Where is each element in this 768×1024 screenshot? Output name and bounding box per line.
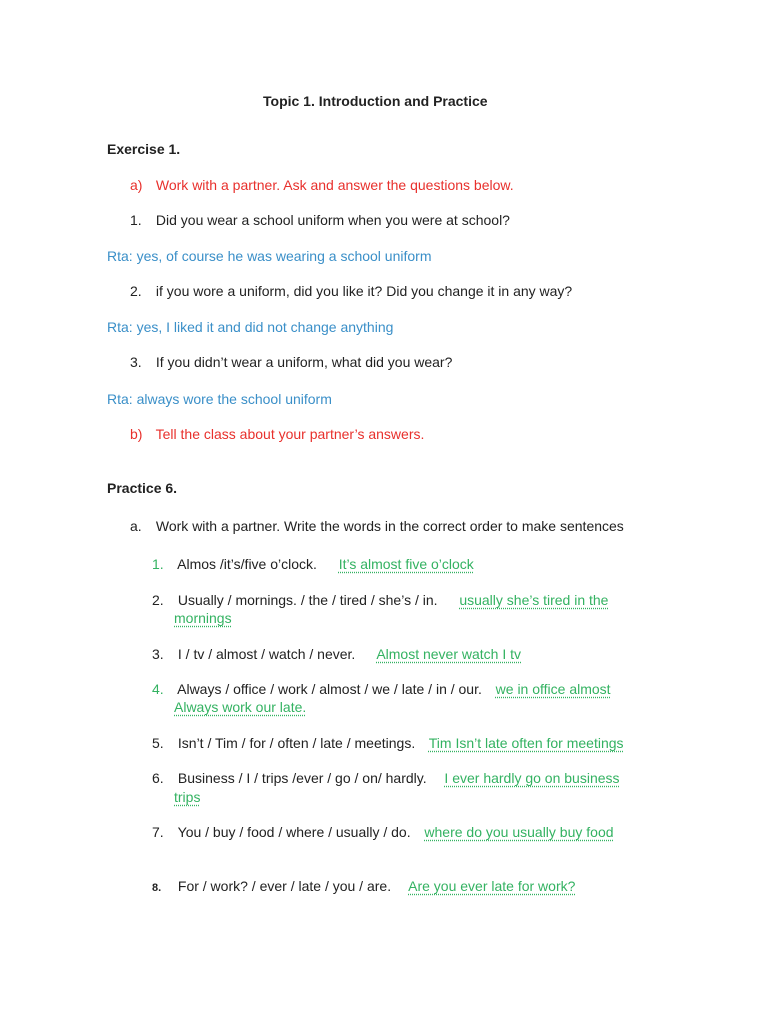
- item-number: 1.: [152, 556, 164, 572]
- practice-item-1: [152, 555, 474, 573]
- answer-2: Rta: yes, I liked it and did not change anything: [107, 319, 394, 335]
- item-answer: Tim Isn’t late often for meetings: [428, 735, 624, 751]
- question-text: Did you wear a school uniform when you were at school?: [155, 212, 510, 228]
- question-number: 2.: [130, 283, 142, 299]
- question-text: If you didn’t wear a uniform, what did you wear?: [155, 354, 453, 370]
- item-number: 6.: [152, 770, 164, 786]
- item-number: 5.: [152, 735, 164, 751]
- page-title: Topic 1. Introduction and Practice: [263, 93, 488, 109]
- item-a-marker: a): [130, 177, 143, 193]
- item-number: 8.: [152, 882, 162, 894]
- item-answer: we in office almost: [495, 681, 611, 697]
- item-number: 2.: [152, 592, 164, 608]
- practice-item-6: [152, 769, 620, 787]
- practice-item-2: [152, 591, 608, 609]
- practice-item-7: [152, 823, 614, 841]
- practice-item-3: [152, 645, 521, 663]
- item-answer-continued: Always work our late.: [174, 699, 307, 715]
- item-number: 7.: [152, 824, 164, 840]
- item-answer: usually she’s tired in the: [459, 592, 609, 608]
- item-b-text: Tell the class about your partner’s answers.: [155, 426, 425, 442]
- question-number: 1.: [130, 212, 142, 228]
- item-answer-continued: trips: [174, 789, 201, 805]
- item-prompt: You / buy / food / where / usually / do.: [177, 824, 411, 840]
- question-text: if you wore a uniform, did you like it? Did you change it in any way?: [155, 283, 573, 299]
- practice-instruction: [130, 517, 624, 535]
- item-prompt: I / tv / almost / watch / never.: [177, 646, 356, 662]
- answer-1: Rta: yes, of course he was wearing a school uniform: [107, 248, 432, 264]
- practice-item-4: [152, 680, 611, 698]
- item-a-text: Work with a partner. Ask and answer the questions below.: [155, 177, 514, 193]
- exercise-item-a: [130, 176, 514, 194]
- item-number: 3.: [152, 646, 164, 662]
- item-prompt: Isn’t / Tim / for / often / late / meetings.: [177, 735, 416, 751]
- instruction-text: Work with a partner. Write the words in the correct order to make sentences: [155, 518, 624, 534]
- item-answer: Are you ever late for work?: [408, 878, 576, 894]
- item-prompt: For / work? / ever / late / you / are.: [177, 878, 392, 894]
- item-prompt: Business / I / trips /ever / go / on/ hardly.: [177, 770, 427, 786]
- item-prompt: Usually / mornings. / the / tired / she’s / in.: [177, 592, 438, 608]
- item-prompt: Almos /it’s/five o’clock.: [177, 556, 317, 572]
- item-number: 4.: [152, 681, 164, 697]
- practice-item-8: [152, 877, 575, 897]
- answer-3: Rta: always wore the school uniform: [107, 391, 332, 407]
- practice-item-5: [152, 734, 624, 752]
- question-2: [130, 282, 572, 300]
- instruction-marker: a.: [130, 518, 142, 534]
- item-answer: It’s almost five o’clock: [338, 556, 474, 572]
- item-answer: where do you usually buy food: [424, 824, 614, 840]
- item-b-marker: b): [130, 426, 143, 442]
- exercise-item-b: [130, 425, 424, 443]
- exercise-heading: Exercise 1.: [107, 141, 181, 157]
- question-number: 3.: [130, 354, 142, 370]
- item-answer: Almost never watch I tv: [376, 646, 522, 662]
- practice-heading: Practice 6.: [107, 480, 178, 496]
- item-answer-continued: mornings: [174, 610, 232, 626]
- question-1: [130, 211, 510, 229]
- item-prompt: Always / office / work / almost / we / late / in / our.: [177, 681, 482, 697]
- item-answer: I ever hardly go on business: [444, 770, 620, 786]
- question-3: [130, 353, 452, 371]
